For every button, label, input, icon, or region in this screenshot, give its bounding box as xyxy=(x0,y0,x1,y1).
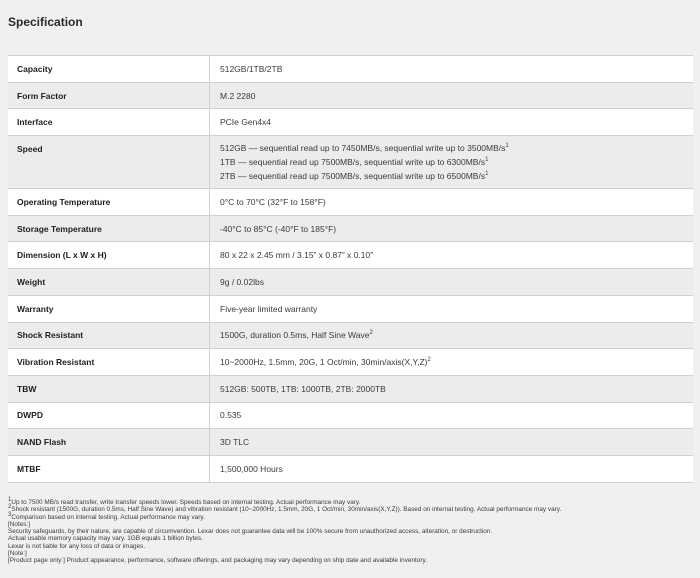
footnote: $^1$Up to 7500 MB/s read transfer, write transfer speeds lower. Speeds based on internal testing. Actual performance may vary. xyxy=(8,496,361,506)
table-row xyxy=(8,349,693,376)
row-label: Interface xyxy=(8,109,210,136)
speed-line: 512GB — sequential read up to 7450MB/s, sequential write up to $3500MB/s^1$ xyxy=(220,142,509,153)
row-label: Storage Temperature xyxy=(8,215,210,242)
footnote: $^3$Comparison based on internal testing. Actual performance may vary. xyxy=(8,511,205,521)
row-label: Shock Resistant xyxy=(8,322,210,349)
table-row xyxy=(8,136,693,189)
table-row xyxy=(8,322,693,349)
footnote: [Notes:] xyxy=(8,520,31,528)
table-row xyxy=(8,295,693,322)
footnote: $^2$Shock resistant (1500G, duration 0.5ms, Half Sine Wave) and vibration resistant (10~2000Hz, 1.5mm, 20G, 1 Oct/min, 30min/axis(X,Y,Z)). Based on internal testing. Actual performance may vary. xyxy=(8,504,562,514)
table-row xyxy=(8,402,693,429)
row-value: 0.535 xyxy=(210,402,694,429)
footnote: Security safeguards, by their nature, are capable of circumvention. Lexar does not guarantee data will be 100% secure from unauthorized access, alteration, or destruction. xyxy=(8,528,493,536)
footnote: [Product page only:] Product appearance, performance, software offerings, and packaging may vary depending on ship date and available inventory. xyxy=(8,557,427,565)
spec-table xyxy=(8,55,693,483)
table-row xyxy=(8,242,693,269)
row-value: 1500G, duration 0.5ms, Half Sine Wave$^2$ xyxy=(210,322,694,349)
row-label: Vibration Resistant xyxy=(8,349,210,376)
row-value: 9g / 0.02lbs xyxy=(210,269,694,296)
footnote: Actual usable memory capacity may vary. 1GB equals 1 billion bytes. xyxy=(8,535,203,543)
row-label: Form Factor xyxy=(8,82,210,109)
table-row xyxy=(8,56,693,83)
row-label: Speed xyxy=(8,136,210,189)
row-value: Five-year limited warranty xyxy=(210,295,694,322)
row-value: 512GB: 500TB, 1TB: 1000TB, 2TB: 2000TB xyxy=(210,375,694,402)
speed-line: 2TB — sequential read up 7500MB/s, sequential write up to $6500MB/s^1$ xyxy=(220,170,489,181)
row-value: 1,500,000 Hours xyxy=(210,455,694,482)
table-row xyxy=(8,429,693,456)
table-row xyxy=(8,375,693,402)
row-label: Operating Temperature xyxy=(8,189,210,216)
row-value: 3D TLC xyxy=(210,429,694,456)
footnotes xyxy=(8,496,698,565)
row-value: PCIe Gen4x4 xyxy=(210,109,694,136)
row-label: NAND Flash xyxy=(8,429,210,456)
speed-line: 1TB — sequential read up 7500MB/s, sequential write up to $6300MB/s^1$ xyxy=(220,156,489,167)
table-row xyxy=(8,455,693,482)
table-row xyxy=(8,109,693,136)
table-row xyxy=(8,269,693,296)
row-label: Dimension (L x W x H) xyxy=(8,242,210,269)
row-value: -40°C to 85°C (-40°F to 185°F) xyxy=(210,215,694,242)
row-label: Weight xyxy=(8,269,210,296)
row-value: 512GB/1TB/2TB xyxy=(210,56,694,83)
table-row xyxy=(8,189,693,216)
row-value: 80 x 22 x 2.45 mm / 3.15” x 0.87” x 0.10” xyxy=(210,242,694,269)
row-value: M.2 2280 xyxy=(210,82,694,109)
row-label: TBW xyxy=(8,375,210,402)
table-row xyxy=(8,82,693,109)
row-label: Capacity xyxy=(8,56,210,83)
row-label: Warranty xyxy=(8,295,210,322)
row-value: 10~2000Hz, 1.5mm, 20G, 1 Oct/min, $30\min/axis(X,Y,Z)^2$ xyxy=(210,349,694,376)
row-label: DWPD xyxy=(8,402,210,429)
row-label: MTBF xyxy=(8,455,210,482)
page-title: Specification xyxy=(8,15,83,29)
footnote: Lexar is not liable for any loss of data or images. xyxy=(8,542,146,550)
footnote: [Note:] xyxy=(8,550,27,558)
row-value: 0°C to 70°C (32°F to 158°F) xyxy=(210,189,694,216)
row-value xyxy=(210,136,694,189)
table-row xyxy=(8,215,693,242)
